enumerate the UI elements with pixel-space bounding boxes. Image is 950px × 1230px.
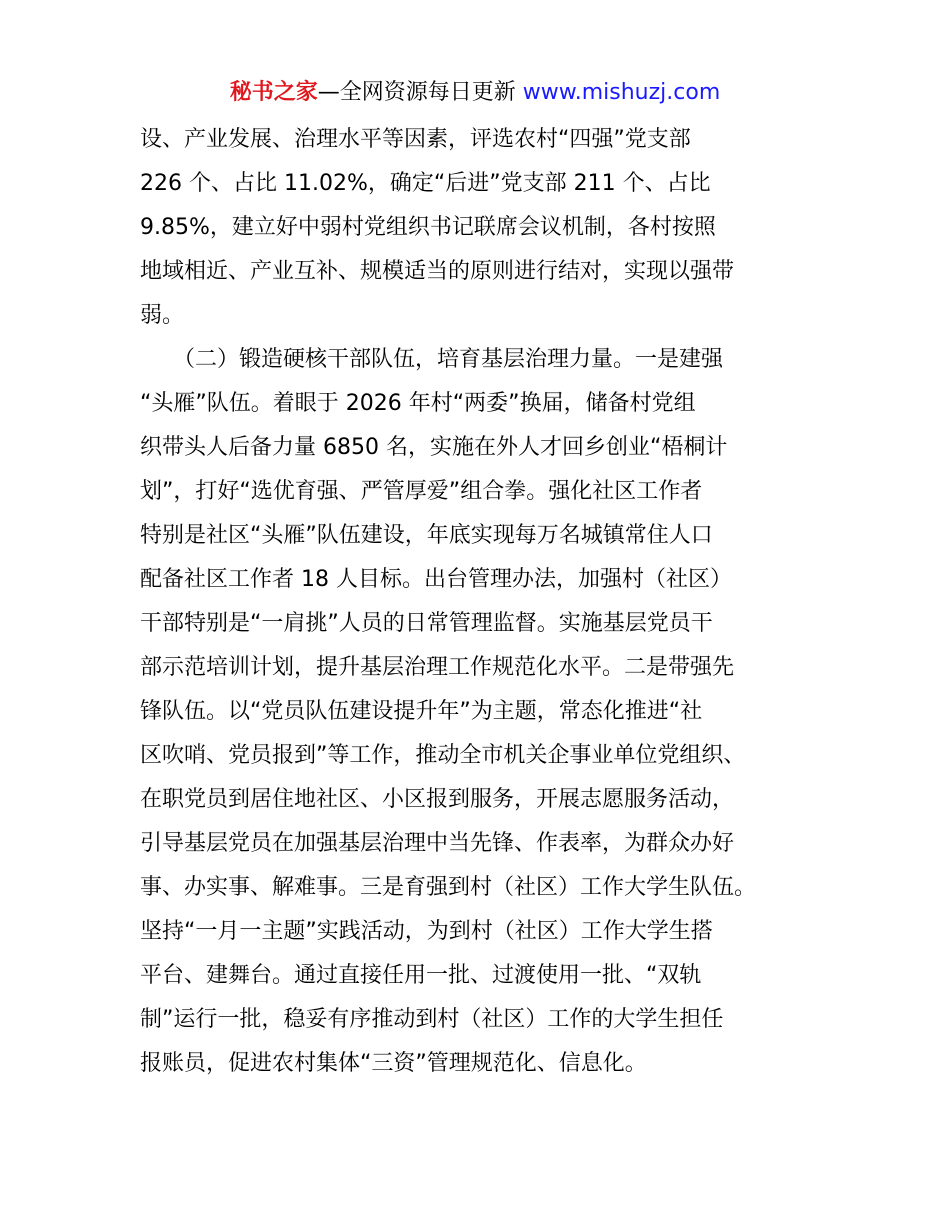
text-line: “头雁”队伍。着眼于 2026 年村“两委”换届，储备村党组 [140,391,696,416]
website-link[interactable]: www.mishuzj.com [522,80,721,105]
text-line: 划”，打好“选优育强、严管厚爱”组合拳。强化社区工作者 [140,479,703,504]
text-line: 平台、建舞台。通过直接任用一批、过渡使用一批、“双轨 [140,963,702,988]
document-body [140,118,820,1086]
text-line: 在职党员到居住地社区、小区报到服务，开展志愿服务活动， [140,787,735,812]
text-line: 引导基层党员在加强基层治理中当先锋、作表率，为群众办好 [140,831,735,856]
text-line: 弱。 [140,303,185,328]
text-line: 坚持“一月一主题”实践活动，为到村（社区）工作大学生搭 [140,919,713,944]
text-line: 区吹哨、党员报到”等工作，推动全市机关企事业单位党组织、 [140,743,746,768]
text-line: 锋队伍。以“党员队伍建设提升年”为主题，常态化推进“社 [140,699,703,724]
text-line: 事、办实事、解难事。三是育强到村（社区）工作大学生队伍。 [140,875,757,900]
text-line: 织带头人后备力量 6850 名，实施在外人才回乡创业“梧桐计 [140,435,728,460]
text-line: 设、产业发展、治理水平等因素，评选农村“四强”党支部 [140,127,691,152]
text-line: 配备社区工作者 18 人目标。出台管理办法，加强村（社区） [140,567,732,592]
text-line: 部示范培训计划，提升基层治理工作规范化水平。二是带强先 [140,655,735,680]
text-line: 9.85%，建立好中弱村党组织书记联席会议机制，各村按照 [140,215,716,240]
text-line: 报账员，促进农村集体“三资”管理规范化、信息化。 [140,1051,647,1076]
text-line: 226 个、占比 11.02%，确定“后进”党支部 211 个、占比 [140,171,711,196]
brand-name: 秘书之家 [229,80,318,105]
header-tagline: —全网资源每日更新 [317,80,523,105]
text-line: 地域相近、产业互补、规模适当的原则进行结对，实现以强带 [140,259,735,284]
text-line: 特别是社区“头雁”队伍建设，年底实现每万名城镇常住人口 [140,523,713,548]
text-line: 干部特别是“一肩挑”人员的日常管理监督。实施基层党员干 [140,611,713,636]
text-line: 制”运行一批，稳妥有序推动到村（社区）工作的大学生担任 [140,1007,724,1032]
paragraph-start-line: （二）锻造硬核干部队伍，培育基层治理力量。一是建强 [140,347,724,372]
page-header [0,76,950,110]
